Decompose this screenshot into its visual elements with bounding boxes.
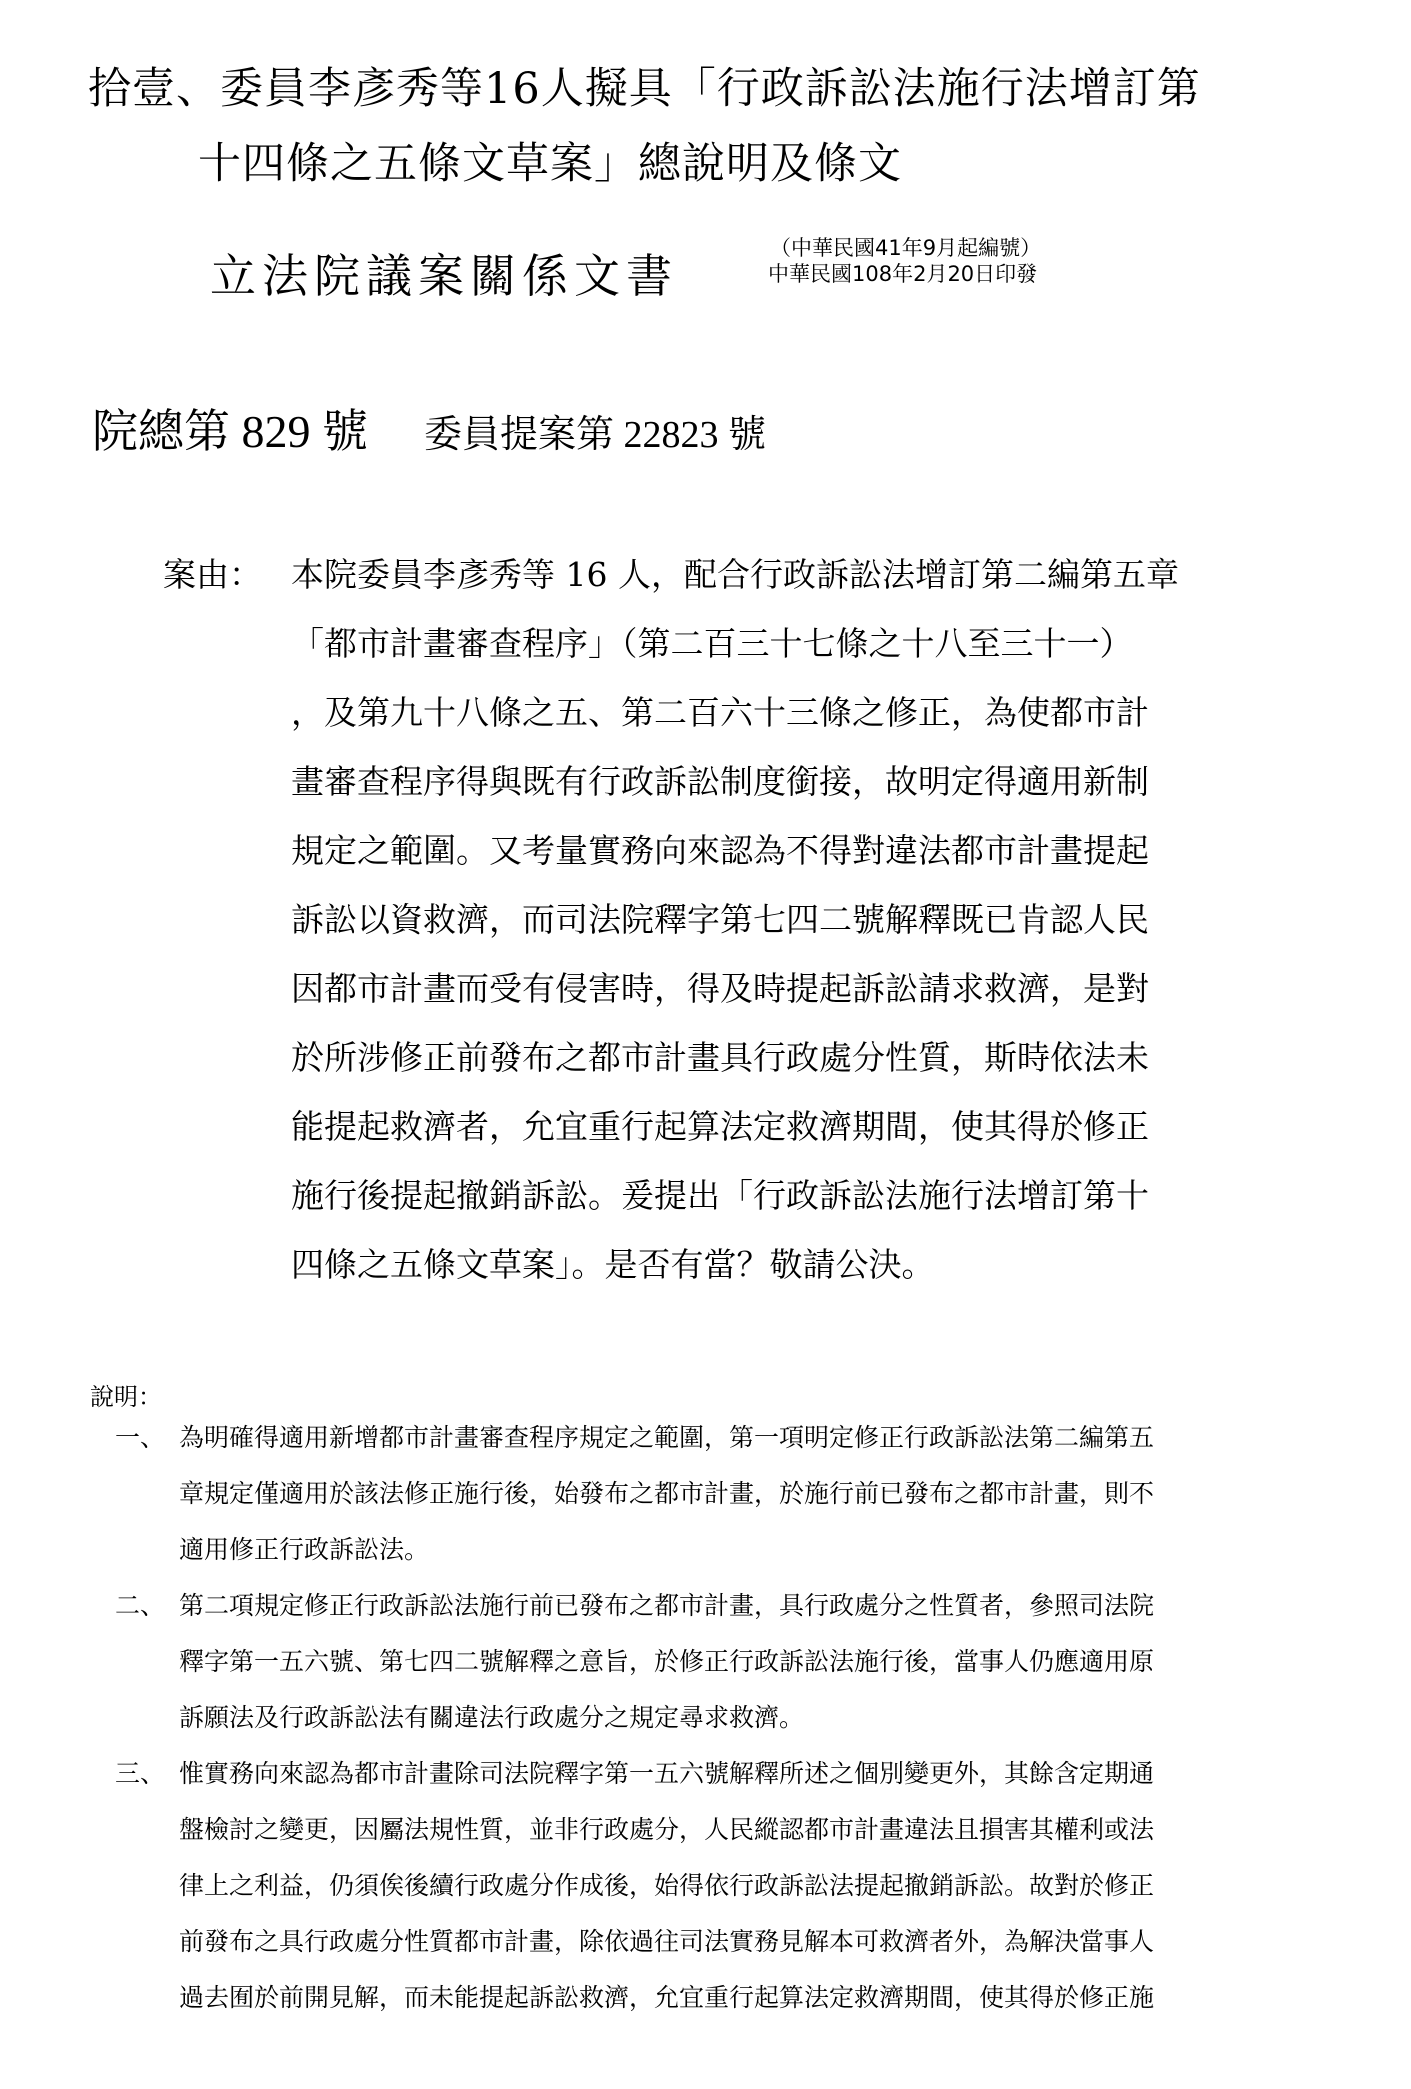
numbering-note: （中華民國41年9月起編號） (770, 236, 1042, 260)
explanation-line: 釋字第一五六號、第七四二號解釋之意旨，於修正行政訴訟法施行後，當事人仍應適用原 (179, 1647, 1155, 1676)
print-date: 中華民國108年2月20日印發 (768, 262, 1038, 286)
explanation-text: 惟實務向來認為都市計畫除司法院釋字第一五六號解釋所述之個別變更外，其餘含定期通 (179, 1759, 1155, 1788)
explanation-text: 為明確得適用新增都市計畫審查程序規定之範圍，第一項明定修正行政訴訟法第二編第五 (179, 1423, 1155, 1452)
explanation-line: 章規定僅適用於該法修正施行後，始發布之都市計畫，於施行前已發布之都市計畫，則不 (179, 1479, 1155, 1508)
org-title: 立法院議案關係文書 (210, 249, 678, 303)
house-number: 院總第 829 號 (92, 406, 368, 457)
reason-line: 於所涉修正前發布之都市計畫具行政處分性質，斯時依法未 (291, 1038, 1149, 1077)
reason-line: 訴訟以資救濟，而司法院釋字第七四二號解釋既已肯認人民 (291, 900, 1149, 939)
explanation-line (115, 1746, 1385, 1802)
explanation-item-1 (115, 1410, 1385, 1578)
reason-label: 案由： (163, 555, 262, 594)
explanation-item-2 (115, 1578, 1385, 1746)
document-numbers (92, 395, 766, 461)
reason-text: 本院委員李彥秀等 16 人，配合行政訴訟法增訂第二編第五章 (291, 555, 1179, 594)
case-reason-section (163, 540, 1393, 1299)
reason-line: 畫審查程序得與既有行政訴訟制度銜接，故明定得適用新制 (291, 762, 1149, 801)
document-title-line-2: 十四條之五條文草案」總說明及條文 (198, 139, 902, 189)
reason-line: 能提起救濟者，允宜重行起算法定救濟期間，使其得於修正 (291, 1107, 1149, 1146)
item-marker: 二、 (115, 1591, 166, 1620)
proposal-number: 委員提案第 22823 號 (424, 414, 767, 456)
item-marker: 三、 (115, 1759, 166, 1788)
explanation-line: 律上之利益，仍須俟後續行政處分作成後，始得依行政訴訟法提起撤銷訴訟。故對於修正 (179, 1871, 1155, 1900)
explanation-line: 過去囿於前開見解，而未能提起訴訟救濟，允宜重行起算法定救濟期間，使其得於修正施 (179, 1983, 1155, 2012)
reason-line: 因都市計畫而受有侵害時，得及時提起訴訟請求救濟，是對 (291, 969, 1149, 1008)
reason-line: 規定之範圍。又考量實務向來認為不得對違法都市計畫提起 (291, 831, 1149, 870)
reason-line: ，及第九十八條之五、第二百六十三條之修正，為使都市計 (291, 693, 1149, 732)
reason-line: 「都市計畫審查程序」（第二百三十七條之十八至三十一） (291, 624, 1133, 663)
explanation-item-3 (115, 1746, 1385, 2026)
explanation-section (115, 1410, 1385, 2026)
document-title-line-1: 拾壹、委員李彥秀等16人擬具「行政訴訟法施行法增訂第 (88, 64, 1201, 114)
explanation-text: 第二項規定修正行政訴訟法施行前已發布之都市計畫，具行政處分之性質者，參照司法院 (179, 1591, 1155, 1620)
explanation-line: 前發布之具行政處分性質都市計畫，除依過往司法實務見解本可救濟者外，為解決當事人 (179, 1927, 1155, 1956)
explanation-line (115, 1410, 1385, 1466)
reason-line: 施行後提起撤銷訴訟。爰提出「行政訴訟法施行法增訂第十 (291, 1176, 1149, 1215)
explanation-label: 說明： (90, 1383, 162, 1411)
reason-line (163, 540, 1393, 609)
reason-line: 四條之五條文草案」。是否有當？敬請公決。 (291, 1245, 935, 1284)
explanation-line: 盤檢討之變更，因屬法規性質，並非行政處分，人民縱認都市計畫違法且損害其權利或法 (179, 1815, 1155, 1844)
explanation-line (115, 1578, 1385, 1634)
item-marker: 一、 (115, 1423, 166, 1452)
explanation-line: 適用修正行政訴訟法。 (179, 1535, 430, 1564)
explanation-line: 訴願法及行政訴訟法有關違法行政處分之規定尋求救濟。 (179, 1703, 805, 1732)
